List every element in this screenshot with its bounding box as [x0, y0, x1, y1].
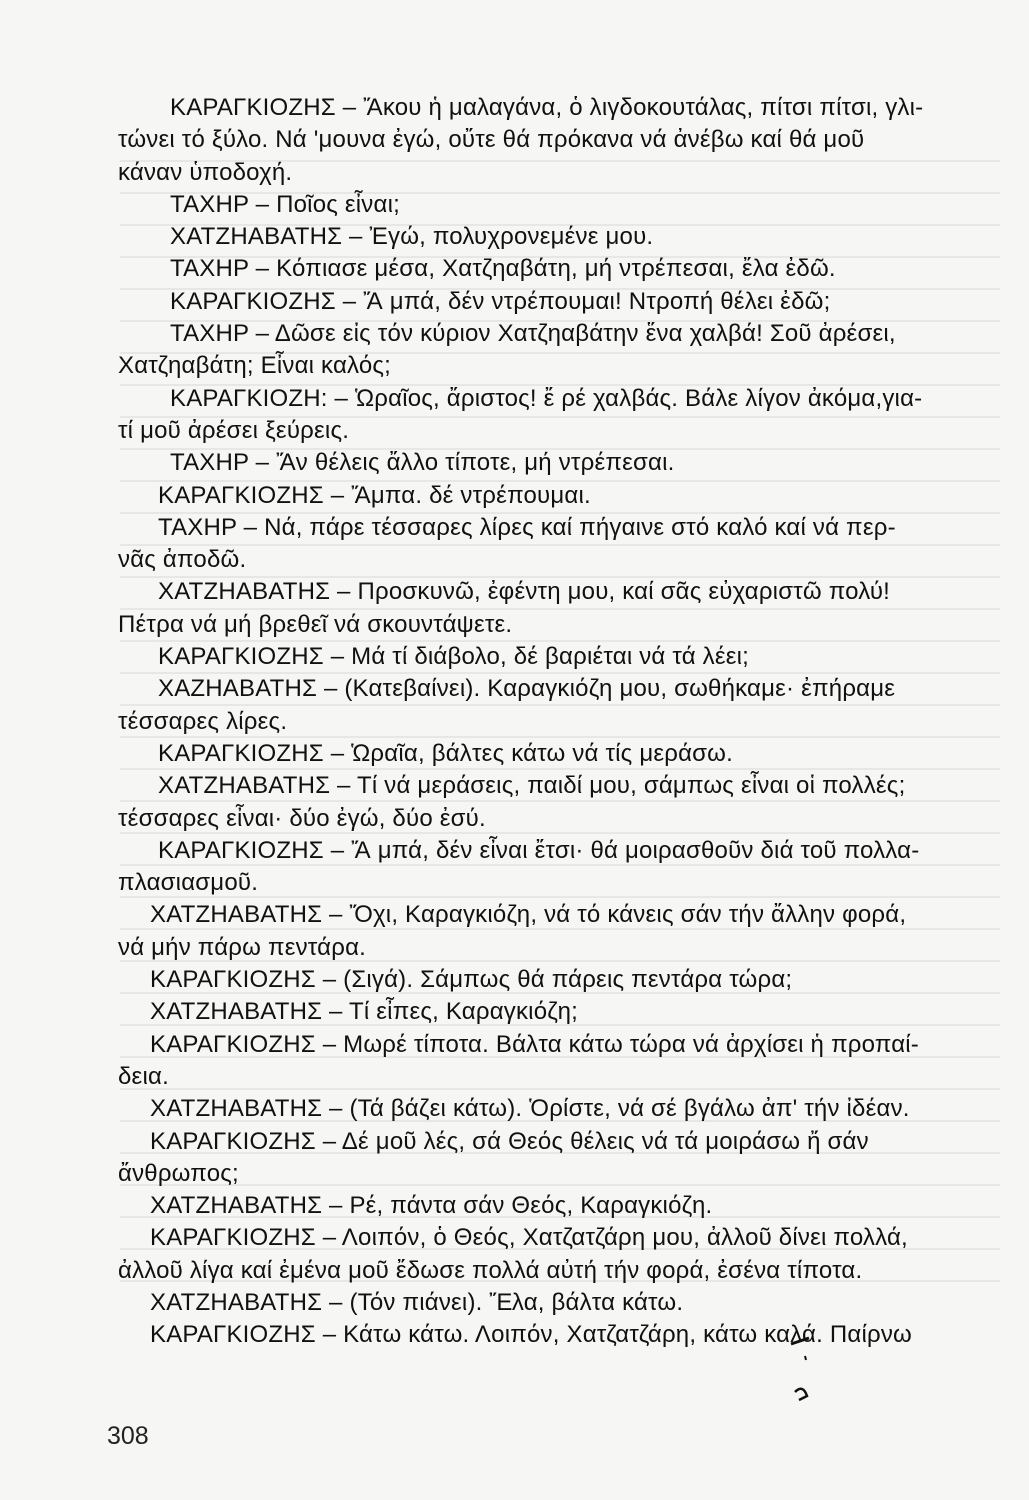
text-line: ΚΑΡΑΓΚΙΟΖΗ: – Ὡραῖος, ἄριστος! ἔ ρέ χαλβάς. Βάλε λίγον ἀκόμα,για-: [170, 384, 923, 412]
text-line: τέσσαρες λίρες.: [118, 707, 288, 735]
text-line: ΤΑΧΗΡ – Δῶσε εἰς τόν κύριον Χατζηαβάτην ἕνα χαλβά! Σοῦ ἀρέσει,: [170, 320, 896, 348]
text-line: ἄνθρωπος;: [118, 1159, 239, 1187]
text-line: ΧΑΤΖΗΑΒΑΤΗΣ – Τί νά μεράσεις, παιδί μου, σάμπως εἶναι οἱ πολλές;: [158, 772, 906, 800]
text-line: ΚΑΡΑΓΚΙΟΖΗΣ – Ἄκου ἡ μαλαγάνα, ὁ λιγδοκουτάλας, πίτσι πίτσι, γλι-: [170, 94, 924, 121]
text-line: ΧΑΤΖΗΑΒΑΤΗΣ – Προσκυνῶ, ἐφέντη μου, καί σᾶς εὐχαριστῶ πολύ!: [158, 578, 891, 606]
text-line: τώνει τό ξύλο. Νά 'μουνα ἐγώ, οὔτε θά πρόκανα νά ἀνέβω καί θά μοῦ: [118, 126, 865, 154]
text-line: ΚΑΡΑΓΚΙΟΖΗΣ – Μωρέ τίποτα. Βάλτα κάτω τώρα νά ἀρχίσει ἡ προπαί-: [150, 1030, 919, 1058]
text-line: ΚΑΡΑΓΚΙΟΖΗΣ – Ἄ μπά, δέν εἶναι ἔτσι· θά μοιρασθοῦν διά τοῦ πολλα-: [158, 836, 920, 864]
text-line: ΧΑΤΖΗΑΒΑΤΗΣ – (Τά βάζει κάτω). Ὁρίστε, νά σέ βγάλω ἀπ' τήν ἰδέαν.: [150, 1095, 910, 1123]
text-line: ΧΑΤΖΗΑΒΑΤΗΣ – (Τόν πιάνει). Ἔλα, βάλτα κάτω.: [150, 1288, 684, 1316]
text-line: ΧΑΤΖΗΑΒΑΤΗΣ – Ὄχι, Καραγκιόζη, νά τό κάνεις σάν τήν ἄλλην φορά,: [150, 901, 907, 929]
text-line: ΚΑΡΑΓΚΙΟΖΗΣ – Κάτω κάτω. Λοιπόν, Χατζατζάρη, κάτω καλά. Παίρνω: [150, 1321, 912, 1349]
text-line: ΧΑΖΗΑΒΑΤΗΣ – (Κατεβαίνει). Καραγκιόζη μου, σωθήκαμε· ἐπήραμε: [158, 675, 896, 703]
text-line: ΚΑΡΑΓΚΙΟΖΗΣ – Ἄμπα. δέ ντρέπουμαι.: [158, 481, 591, 509]
text-line: τέσσαρες εἶναι· δύο ἐγώ, δύο ἐσύ.: [118, 804, 486, 832]
text-line: τί μοῦ ἀρέσει ξεύρεις.: [118, 416, 350, 444]
text-line: ΚΑΡΑΓΚΙΟΖΗΣ – Ὡραῖα, βάλτες κάτω νά τίς μεράσω.: [158, 739, 733, 767]
text-line: νά μήν πάρω πεντάρα.: [118, 933, 367, 961]
text-line: ΧΑΤΖΗΑΒΑΤΗΣ – Τί εἶπες, Καραγκιόζη;: [150, 998, 579, 1026]
text-line: Πέτρα νά μή βρεθεῖ νά σκουντάψετε.: [118, 610, 513, 638]
text-line: ΤΑΧΗΡ – Ποῖος εἶναι;: [170, 190, 400, 218]
text-line: ΚΑΡΑΓΚΙΟΖΗΣ – Μά τί διάβολο, δέ βαριέται νά τά λέει;: [158, 643, 750, 671]
text-line: ΧΑΤΖΗΑΒΑΤΗΣ – Ἐγώ, πολυχρονεμένε μου.: [170, 223, 654, 251]
text-line: ἀλλοῦ λίγα καί ἐμένα μοῦ ἔδωσε πολλά αὐτή τήν φορά, ἐσένα τίποτα.: [118, 1256, 863, 1284]
ink-smudge-icon: [785, 1330, 825, 1410]
text-line: νᾶς ἀποδῶ.: [118, 546, 247, 574]
text-line: ΤΑΧΗΡ – Νά, πάρε τέσσαρες λίρες καί πήγαινε στό καλό καί νά περ-: [158, 513, 896, 541]
text-line: δεια.: [118, 1062, 169, 1090]
text-line: ΤΑΧΗΡ – Ἄν θέλεις ἄλλο τίποτε, μή ντρέπεσαι.: [170, 449, 675, 477]
text-line: ΤΑΧΗΡ – Κόπιασε μέσα, Χατζηαβάτη, μή ντρέπεσαι, ἔλα ἐδῶ.: [170, 255, 836, 283]
text-line: ΚΑΡΑΓΚΙΟΖΗΣ – Ἄ μπά, δέν ντρέπουμαι! Ντροπή θέλει ἐδῶ;: [170, 287, 831, 315]
text-line: πλασιασμοῦ.: [118, 869, 259, 897]
text-line: ΚΑΡΑΓΚΙΟΖΗΣ – Λοιπόν, ὁ Θεός, Χατζατζάρη μου, ἀλλοῦ δίνει πολλά,: [150, 1224, 908, 1252]
text-line: ΚΑΡΑΓΚΙΟΖΗΣ – (Σιγά). Σάμπως θά πάρεις πεντάρα τώρα;: [150, 966, 793, 994]
text-line: Χατζηαβάτη; Εἶναι καλός;: [118, 352, 392, 380]
text-line: κάναν ὑποδοχή.: [118, 158, 293, 186]
text-line: ΚΑΡΑΓΚΙΟΖΗΣ – Δέ μοῦ λές, σά Θεός θέλεις νά τά μοιράσω ἤ σάν: [150, 1127, 869, 1155]
dialogue-text: [118, 92, 978, 1352]
text-line: ΧΑΤΖΗΑΒΑΤΗΣ – Ρέ, πάντα σάν Θεός, Καραγκιόζη.: [150, 1192, 713, 1220]
page-number: 308: [107, 1422, 149, 1450]
